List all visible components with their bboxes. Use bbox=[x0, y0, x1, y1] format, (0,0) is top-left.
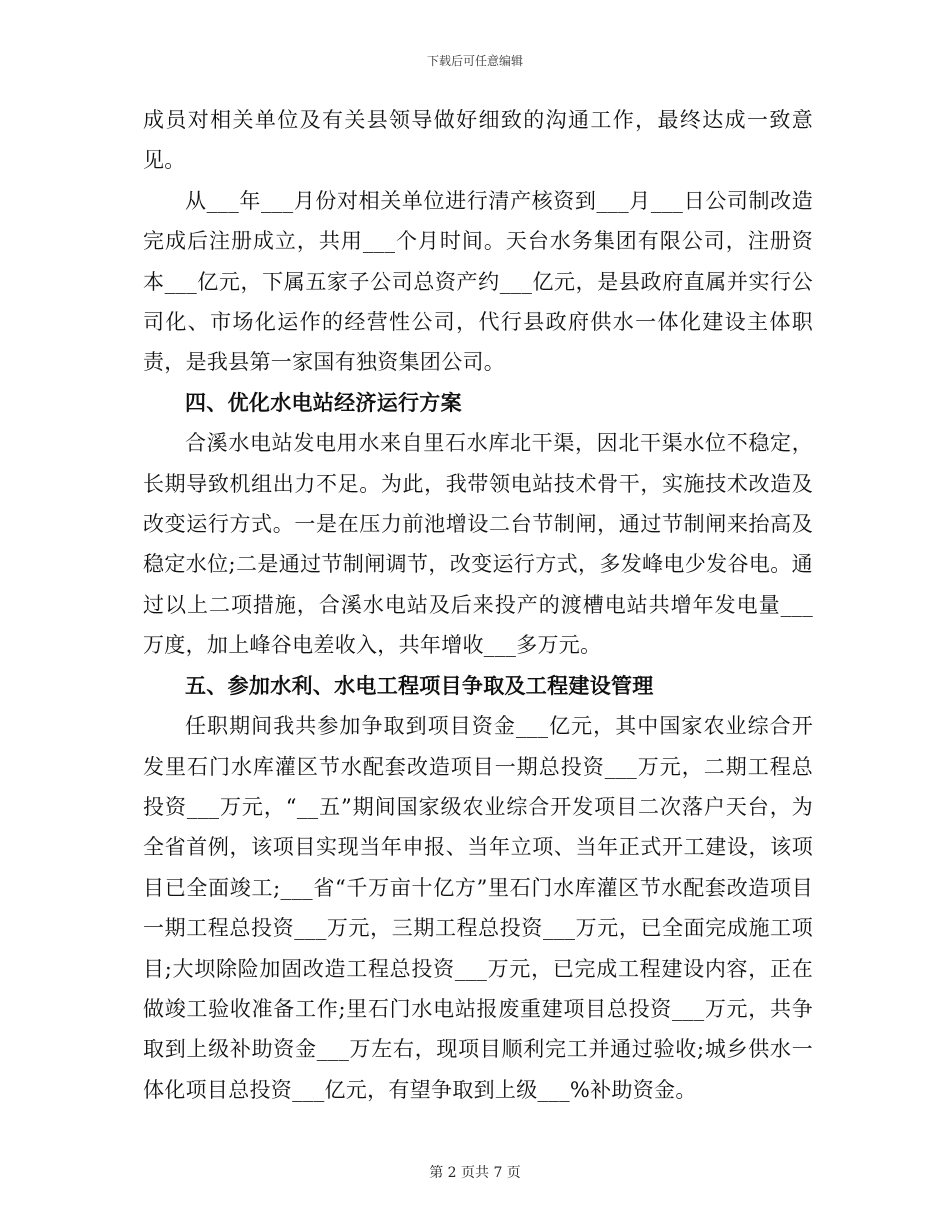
paragraph-hydropower-optimization: 合溪水电站发电用水来自里石水库北干渠，因北干渠水位不稳定，长期导致机组出力不足。为此，我带领电站技术骨干，实施技术改造及改变运行方式。一是在压力前池增设二台节制闸，通过节制闸来抬高及稳定水位;二是通过节制闸调节，改变运行方式，多发峰电少发谷电。通过以上二项措施，合溪水电站及后来投产的渡槽电站共增年发电量___万度，加上峰谷电差收入，共年增收___多万元。 bbox=[143, 431, 813, 658]
section-heading-5: 五、参加水利、水电工程项目争取及工程建设管理 bbox=[185, 673, 654, 698]
paragraph-company-registration: 从___年___月份对相关单位进行清产核资到___月___日公司制改造完成后注册成立，共用___个月时间。天台水务集团有限公司，注册资本___亿元，下属五家子公司总资产约___亿元，是县政府直属并实行公司化、市场化运作的经营性公司，代行县政府供水一体化建设主体职责，是我县第一家国有独资集团公司。 bbox=[143, 188, 813, 375]
page-header: 下载后可任意编辑 bbox=[426, 54, 523, 68]
section-heading-4: 四、优化水电站经济运行方案 bbox=[185, 390, 462, 415]
paragraph-project-funding: 任职期间我共参加争取到项目资金___亿元，其中国家农业综合开发里石门水库灌区节水配套改造项目一期总投资___万元，二期工程总投资___万元，“__五”期间国家级农业综合开发项目二次落户天台，为全省首例，该项目实现当年申报、当年立项、当年正式开工建设，该项目已全面竣工;___省“千万亩十亿方”里石门水库灌区节水配套改造项目一期工程总投资___万元，三期工程总投资___万元，已全面完成施工项目;大坝除险加固改造工程总投资___万元，已完成工程建设内容，正在做竣工验收准备工作;里石门水电站报废重建项目总投资___万元，共争取到上级补助资金___万左右，现项目顺利完工并通过验收;城乡供水一体化项目总投资___亿元，有望争取到上级___%补助资金。 bbox=[143, 714, 813, 1102]
paragraph-consensus: 成员对相关单位及有关县领导做好细致的沟通工作，最终达成一致意见。 bbox=[143, 108, 813, 173]
page-number: 第 2 页共 7 页 bbox=[429, 1165, 521, 1181]
document-body bbox=[143, 100, 813, 1110]
